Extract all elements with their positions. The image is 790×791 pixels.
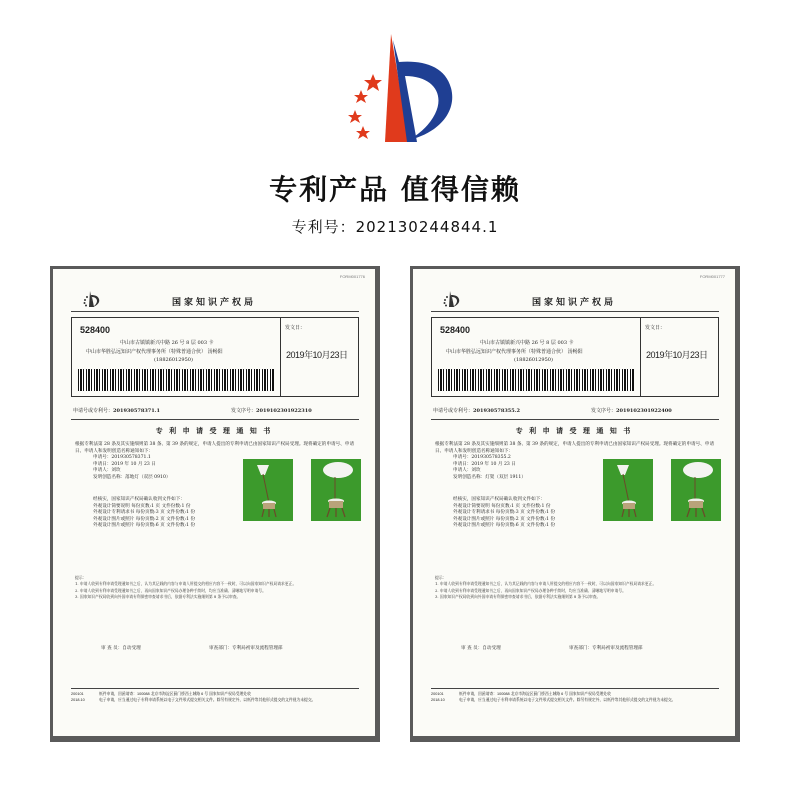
footer-text: 纸件申请，回函请寄：100088 北京市海淀区蓟门桥西土城路 6 号 国家知识产权局受理处收 电子申请，应当通过电子专利申请系统以电子文件形式提交相关文件。除另有规定外，以纸件等其他形式提交的文件视为未提交。	[459, 692, 676, 702]
field-line: 申请号：201930578371.1	[93, 455, 151, 460]
notice-body: 根据专利法第 28 条及其实施细则第 38 条、第 39 条的规定，申请人提出的专利申请已由国家知识产权局受理。现将确定的申请号、申请日、申请人和发明创造名称通知如下：	[435, 442, 714, 454]
application-line	[73, 407, 361, 414]
address-line-1: 中山市古镇镇新兴中路 26 号 8 层 003 卡	[480, 340, 574, 346]
tip-line: 1. 申请人收到专利申请受理通知书之后，认为其记载的内容与申请人所提交的相应内容不一致时，可以向国家知识产权局请求更正。	[75, 581, 297, 587]
tip-line: 2. 申请人收到专利申请受理通知书之后，再向国家知识产权局办理各种手续时，均应当准确、清晰地写明申请号。	[75, 587, 266, 593]
page-headline: 专利产品 值得信赖	[269, 173, 521, 206]
title-rule	[71, 419, 359, 420]
certificate-frame-right	[410, 266, 740, 742]
footer-code: 200101 2018.10	[431, 692, 445, 702]
sent-serial: 2019102301922400	[616, 408, 672, 414]
lamp-photo-cone-shade	[603, 459, 653, 521]
certificate-paper	[53, 269, 375, 736]
tips-section	[435, 575, 719, 601]
sent-date: 2019年10月23日	[646, 350, 708, 360]
acceptance-notice-document	[413, 269, 735, 736]
field-line: 申请人：刘玫	[453, 468, 481, 474]
notice-title: 专 利 申 请 受 理 通 知 书	[155, 427, 273, 435]
sent-date: 2019年10月23日	[286, 350, 348, 360]
footer-text: 纸件申请，回函请寄：100088 北京市海淀区蓟门桥西土城路 6 号 国家知识产权局受理处收 电子申请，应当通过电子专利申请系统以电子文件形式提交相关文件。除另有规定外，以纸件等其他形式提交的文件视为未提交。	[99, 692, 316, 702]
department: 审查部门：专利局初审及流程管理部	[569, 646, 643, 651]
form-number: FORM001776	[339, 274, 365, 279]
doc-line: 外观设计图片或照片 每份页数:2 页 文件份数:1 份	[453, 516, 556, 522]
postcode: 528400	[440, 325, 471, 335]
field-line: 申请号：201930578355.2	[453, 455, 511, 460]
title-rule	[431, 419, 719, 420]
office-name: 国家知识产权局	[531, 298, 616, 308]
app-no-label: 申请号或专利号：	[433, 408, 474, 414]
reviewer: 审 查 员：自动受理	[101, 646, 141, 651]
app-no-label: 申请号或专利号：	[73, 408, 114, 414]
doc-line: 外观设计图片或照片 每份页数:6 页 文件份数:1 份	[453, 523, 556, 529]
docs-intro: 经核实，国家知识产权局确认收到文件如下：	[93, 497, 185, 502]
received-documents	[453, 497, 555, 530]
sent-serial-label: 发文序号：	[591, 408, 617, 414]
doc-line: 外观设计简要说明 每份页数:1 页 文件份数:1 份	[93, 503, 191, 509]
address-line-3: (18826012950)	[514, 357, 553, 363]
application-fields	[453, 455, 526, 481]
address-line-2: 中山市华胜弘远知识产权代理事务所（特殊普通合伙） 汤畅阳	[86, 349, 223, 355]
footer	[71, 688, 359, 703]
lamp-photo-cone-shade	[243, 459, 293, 521]
field-line: 发明创造名称：落地灯（双层 0910）	[93, 474, 171, 480]
tips-label: 提示：	[435, 575, 447, 580]
sent-date-label: 发文日：	[285, 325, 306, 331]
sent-serial-label: 发文序号：	[231, 408, 257, 414]
address-line-2: 中山市华胜弘远知识产权代理事务所（特殊普通合伙） 汤畅阳	[446, 349, 583, 355]
doc-line: 外观设计图片或照片 每份页数:6 页 文件份数:1 份	[93, 523, 196, 529]
barcode	[78, 369, 274, 391]
tip-line: 3. 国家知识产权局收到向外国申请专利保密审查请求书后，依据专利法实施细则第 8 条予以审查。	[435, 594, 601, 600]
header-rule	[71, 311, 359, 312]
address-line-1: 中山市古镇镇新兴中路 26 号 8 层 003 卡	[120, 340, 214, 346]
field-line: 申请人：刘玫	[93, 468, 121, 474]
tips-label: 提示：	[75, 575, 87, 580]
tip-line: 1. 申请人收到专利申请受理通知书之后，认为其记载的内容与申请人所提交的相应内容不一致时，可以向国家知识产权局请求更正。	[435, 581, 657, 587]
form-number: FORM001777	[699, 274, 725, 279]
application-fields	[93, 455, 170, 481]
certificate-frame-left	[50, 266, 380, 742]
lamp-photo-round-shade	[311, 459, 361, 521]
doc-line: 外观设计专利请求书 每份页数:3 页 文件份数:1 份	[453, 510, 556, 516]
lamp-photo-round-shade	[671, 459, 721, 521]
sipo-logo-icon	[333, 30, 461, 150]
patent-number: 专利号：202130244844.1	[291, 218, 499, 236]
address-line-3: (18826012950)	[154, 357, 193, 363]
docs-intro: 经核实，国家知识产权局确认收到文件如下：	[453, 497, 545, 502]
field-line: 发明创造名称：灯架（双层 1911）	[453, 474, 526, 480]
office-name: 国家知识产权局	[171, 298, 256, 308]
reviewer: 审 查 员：自动受理	[461, 646, 501, 651]
field-line: 申请日：2019 年 10 月 23 日	[93, 461, 156, 467]
header-rule	[431, 311, 719, 312]
box-divider	[280, 318, 281, 396]
certificate-paper	[413, 269, 735, 736]
doc-line: 外观设计图片或照片 每份页数:2 页 文件份数:1 份	[93, 516, 196, 522]
footer-code: 200101 2018.10	[71, 692, 85, 702]
received-documents	[93, 497, 195, 530]
box-divider	[640, 318, 641, 396]
sent-serial: 2019102301922310	[256, 408, 312, 414]
postcode: 528400	[80, 325, 111, 335]
sent-date-label: 发文日：	[645, 325, 666, 331]
doc-line: 外观设计专利请求书 每份页数:3 页 文件份数:1 份	[93, 510, 196, 516]
app-no: 201930578371.1	[113, 408, 160, 414]
barcode	[438, 369, 634, 391]
application-line	[433, 407, 721, 414]
footer	[431, 688, 719, 703]
app-no: 201930578355.2	[473, 408, 520, 414]
notice-body: 根据专利法第 28 条及其实施细则第 38 条、第 39 条的规定，申请人提出的专利申请已由国家知识产权局受理。现将确定的申请号、申请日、申请人和发明创造名称通知如下：	[75, 442, 354, 454]
acceptance-notice-document	[53, 269, 375, 736]
tip-line: 2. 申请人收到专利申请受理通知书之后，再向国家知识产权局办理各种手续时，均应当准确、清晰地写明申请号。	[435, 587, 626, 593]
doc-line: 外观设计简要说明 每份页数:1 页 文件份数:1 份	[453, 503, 551, 509]
notice-title: 专 利 申 请 受 理 通 知 书	[515, 427, 633, 435]
department: 审查部门：专利局初审及流程管理部	[209, 646, 283, 651]
tips-section	[75, 575, 359, 601]
address-box	[71, 317, 359, 397]
tip-line: 3. 国家知识产权局收到向外国申请专利保密审查请求书后，依据专利法实施细则第 8 条予以审查。	[75, 594, 241, 600]
field-line: 申请日：2019 年 10 月 23 日	[453, 461, 516, 467]
address-box	[431, 317, 719, 397]
